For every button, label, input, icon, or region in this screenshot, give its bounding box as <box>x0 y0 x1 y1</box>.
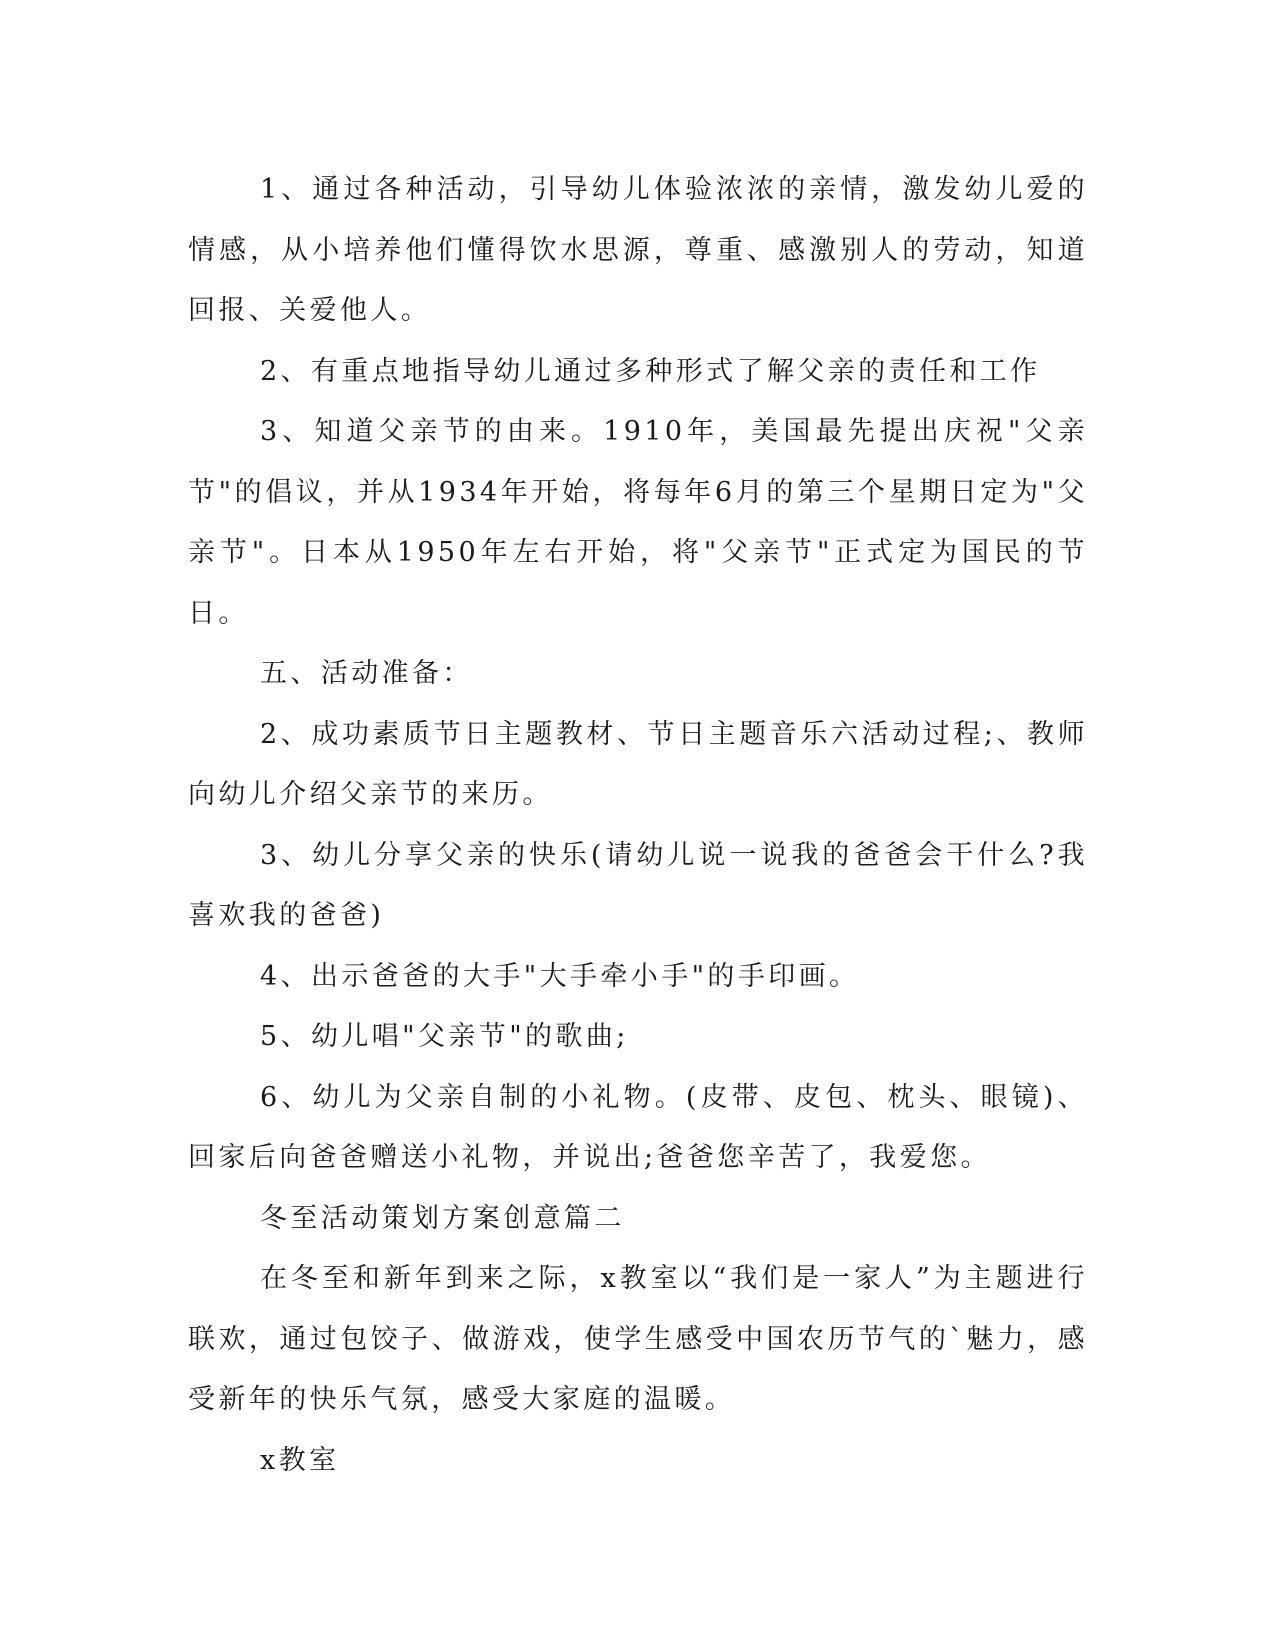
paragraph-goal-2: 2、有重点地指导幼儿通过多种形式了解父亲的责任和工作 <box>260 355 1041 387</box>
paragraph-classroom: x教室 <box>260 1444 340 1476</box>
paragraph-prep-2: 2、成功素质节日主题教材、节日主题音乐六活动过程;、教师向幼儿介绍父亲节的来历。 <box>188 718 1088 810</box>
paragraph-prep-6: 6、幼儿为父亲自制的小礼物。(皮带、皮包、枕头、眼镜)、回家后向爸爸赠送小礼物，并说出;爸爸您辛苦了，我爱您。 <box>188 1081 1088 1173</box>
section-title-part-two: 冬至活动策划方案创意篇二 <box>260 1202 625 1234</box>
document-body <box>188 160 1088 1491</box>
paragraph-prep-4: 4、出示爸爸的大手"大手牵小手"的手印画。 <box>260 960 860 992</box>
paragraph-goal-1: 1、通过各种活动，引导幼儿体验浓浓的亲情，激发幼儿爱的情感，从小培养他们懂得饮水思源，尊重、感激别人的劳动，知道回报、关爱他人。 <box>188 174 1088 326</box>
paragraph-intro: 在冬至和新年到来之际，x教室以“我们是一家人”为主题进行联欢，通过包饺子、做游戏，使学生感受中国农历节气的`魅力，感受新年的快乐气氛，感受大家庭的温暖。 <box>188 1263 1088 1415</box>
paragraph-prep-5: 5、幼儿唱"父亲节"的歌曲; <box>260 1021 629 1052</box>
paragraph-goal-3: 3、知道父亲节的由来。1910年，美国最先提出庆祝"父亲节"的倡议，并从1934年开始，将每年6月的第三个星期日定为"父亲节"。日本从1950年左右开始，将"父亲节"正式定为国民的节日。 <box>188 416 1088 629</box>
paragraph-prep-3: 3、幼儿分享父亲的快乐(请幼儿说一说我的爸爸会干什么?我喜欢我的爸爸) <box>188 839 1088 931</box>
section-heading-preparation: 五、活动准备： <box>260 658 473 689</box>
